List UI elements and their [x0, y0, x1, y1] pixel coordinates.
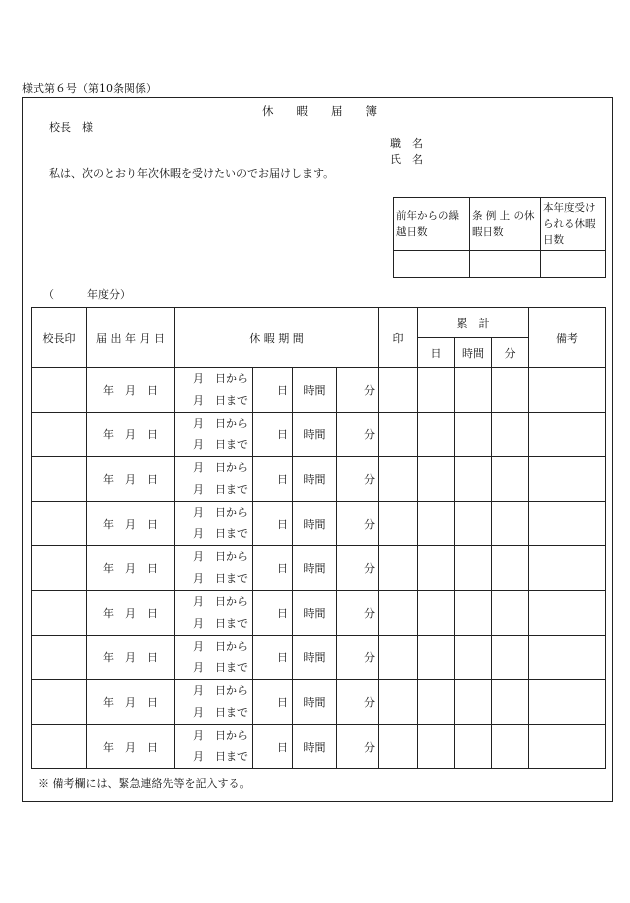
- period-range-cell[interactable]: [175, 680, 253, 725]
- day-text: 日: [277, 695, 288, 709]
- cumulative-day-cell[interactable]: [418, 590, 455, 635]
- seal-cell[interactable]: [379, 680, 418, 725]
- ordinance-days-value[interactable]: [470, 251, 541, 278]
- period-minutes-cell[interactable]: [337, 501, 379, 546]
- principal-seal-cell[interactable]: [32, 546, 87, 591]
- remarks-cell[interactable]: [529, 680, 606, 725]
- hour-text: 時間: [303, 695, 326, 709]
- cumulative-hours-cell[interactable]: [455, 368, 492, 413]
- receivable-days-header: 本年度受けられる休暇日数: [541, 198, 606, 251]
- leave-period-header: 休 暇 期 間: [175, 308, 379, 368]
- table-row: [32, 680, 606, 725]
- date-text: 年 月 日: [103, 517, 158, 531]
- cumulative-day-cell[interactable]: [418, 724, 455, 769]
- cumulative-minutes-cell[interactable]: [492, 635, 529, 680]
- cumulative-minutes-cell[interactable]: [492, 457, 529, 502]
- remarks-cell[interactable]: [529, 546, 606, 591]
- seal-header: 印: [379, 308, 418, 368]
- submit-date-cell[interactable]: [87, 412, 175, 457]
- cumulative-minutes-cell[interactable]: [492, 680, 529, 725]
- to-text: 月 日まで: [193, 750, 248, 764]
- remarks-cell[interactable]: [529, 501, 606, 546]
- day-text: 日: [277, 606, 288, 620]
- period-range-cell[interactable]: [175, 724, 253, 769]
- table-row: [32, 457, 606, 502]
- from-text: 月 日から: [193, 505, 248, 519]
- from-text: 月 日から: [193, 639, 248, 653]
- period-minutes-cell[interactable]: [337, 412, 379, 457]
- period-minutes-cell[interactable]: [337, 546, 379, 591]
- period-range-cell[interactable]: [175, 501, 253, 546]
- remarks-cell[interactable]: [529, 635, 606, 680]
- from-text: 月 日から: [193, 595, 248, 609]
- form-title: 休 暇 届 簿: [262, 104, 377, 118]
- table-row: [32, 590, 606, 635]
- period-days-cell[interactable]: [253, 412, 293, 457]
- day-text: 日: [277, 383, 288, 397]
- name-label: 氏 名: [390, 153, 423, 166]
- to-text: 月 日まで: [193, 571, 248, 585]
- cumulative-hours-cell[interactable]: [455, 590, 492, 635]
- period-range-cell[interactable]: [175, 412, 253, 457]
- to-text: 月 日まで: [193, 527, 248, 541]
- fiscal-year-label: （ 年度分）: [43, 288, 131, 301]
- principal-seal-header: 校長印: [32, 308, 87, 368]
- seal-cell[interactable]: [379, 724, 418, 769]
- period-hours-cell[interactable]: [293, 635, 337, 680]
- date-text: 年 月 日: [103, 740, 158, 754]
- day-text: 日: [277, 740, 288, 754]
- submit-date-cell[interactable]: [87, 368, 175, 413]
- minute-text: 分: [364, 651, 375, 665]
- hour-text: 時間: [303, 740, 326, 754]
- period-minutes-cell[interactable]: [337, 368, 379, 413]
- date-text: 年 月 日: [103, 428, 158, 442]
- period-days-cell[interactable]: [253, 724, 293, 769]
- cumulative-day-header: 日: [418, 338, 455, 368]
- day-text: 日: [277, 472, 288, 486]
- cumulative-day-cell[interactable]: [418, 680, 455, 725]
- carryover-header: 前年からの繰越日数: [394, 198, 470, 251]
- principal-seal-cell[interactable]: [32, 724, 87, 769]
- submit-date-cell[interactable]: [87, 724, 175, 769]
- remarks-header: 備考: [529, 308, 606, 368]
- principal-seal-cell[interactable]: [32, 457, 87, 502]
- hour-text: 時間: [303, 606, 326, 620]
- period-days-cell[interactable]: [253, 368, 293, 413]
- from-text: 月 日から: [193, 684, 248, 698]
- cumulative-hours-header: 時間: [455, 338, 492, 368]
- period-days-cell[interactable]: [253, 457, 293, 502]
- principal-seal-cell[interactable]: [32, 412, 87, 457]
- cumulative-header: 累 計: [418, 308, 529, 338]
- day-text: 日: [277, 651, 288, 665]
- carryover-table: [393, 197, 606, 278]
- to-text: 月 日まで: [193, 616, 248, 630]
- carryover-value[interactable]: [394, 251, 470, 278]
- to-text: 月 日まで: [193, 705, 248, 719]
- minute-text: 分: [364, 472, 375, 486]
- to-text: 月 日まで: [193, 661, 248, 675]
- cumulative-hours-cell[interactable]: [455, 457, 492, 502]
- seal-cell[interactable]: [379, 590, 418, 635]
- hour-text: 時間: [303, 651, 326, 665]
- minute-text: 分: [364, 383, 375, 397]
- period-minutes-cell[interactable]: [337, 635, 379, 680]
- cumulative-minutes-header: 分: [492, 338, 529, 368]
- date-text: 年 月 日: [103, 562, 158, 576]
- submit-date-cell[interactable]: [87, 501, 175, 546]
- table-row: [32, 724, 606, 769]
- seal-cell[interactable]: [379, 368, 418, 413]
- principal-seal-cell[interactable]: [32, 368, 87, 413]
- hour-text: 時間: [303, 472, 326, 486]
- period-hours-cell[interactable]: [293, 457, 337, 502]
- cumulative-day-cell[interactable]: [418, 546, 455, 591]
- period-hours-cell[interactable]: [293, 501, 337, 546]
- principal-seal-cell[interactable]: [32, 635, 87, 680]
- hour-text: 時間: [303, 428, 326, 442]
- date-text: 年 月 日: [103, 472, 158, 486]
- period-hours-cell[interactable]: [293, 724, 337, 769]
- cumulative-minutes-cell[interactable]: [492, 412, 529, 457]
- from-text: 月 日から: [193, 416, 248, 430]
- period-minutes-cell[interactable]: [337, 680, 379, 725]
- remarks-cell[interactable]: [529, 590, 606, 635]
- cumulative-hours-cell[interactable]: [455, 501, 492, 546]
- submit-date-header: 届 出 年 月 日: [87, 308, 175, 368]
- period-hours-cell[interactable]: [293, 546, 337, 591]
- cumulative-day-cell[interactable]: [418, 412, 455, 457]
- footnote: ※ 備考欄には、緊急連絡先等を記入する。: [38, 777, 251, 790]
- submit-date-cell[interactable]: [87, 546, 175, 591]
- to-text: 月 日まで: [193, 438, 248, 452]
- remarks-cell[interactable]: [529, 412, 606, 457]
- cumulative-day-cell[interactable]: [418, 457, 455, 502]
- submit-date-cell[interactable]: [87, 635, 175, 680]
- remarks-cell[interactable]: [529, 724, 606, 769]
- form-number: 様式第６号（第10条関係）: [22, 82, 157, 95]
- leave-rows: [32, 368, 606, 769]
- position-label: 職 名: [390, 137, 423, 150]
- remarks-cell[interactable]: [529, 368, 606, 413]
- to-text: 月 日まで: [193, 393, 248, 407]
- day-text: 日: [277, 428, 288, 442]
- from-text: 月 日から: [193, 372, 248, 386]
- cumulative-day-cell[interactable]: [418, 501, 455, 546]
- period-days-cell[interactable]: [253, 546, 293, 591]
- table-row: [32, 546, 606, 591]
- hour-text: 時間: [303, 383, 326, 397]
- seal-cell[interactable]: [379, 546, 418, 591]
- principal-seal-cell[interactable]: [32, 501, 87, 546]
- table-row: [32, 501, 606, 546]
- minute-text: 分: [364, 606, 375, 620]
- period-days-cell[interactable]: [253, 501, 293, 546]
- seal-cell[interactable]: [379, 412, 418, 457]
- to-text: 月 日まで: [193, 482, 248, 496]
- cumulative-minutes-cell[interactable]: [492, 501, 529, 546]
- submit-date-cell[interactable]: [87, 680, 175, 725]
- minute-text: 分: [364, 695, 375, 709]
- receivable-days-value[interactable]: [541, 251, 606, 278]
- period-range-cell[interactable]: [175, 546, 253, 591]
- period-minutes-cell[interactable]: [337, 590, 379, 635]
- cumulative-minutes-cell[interactable]: [492, 724, 529, 769]
- cumulative-minutes-cell[interactable]: [492, 368, 529, 413]
- period-hours-cell[interactable]: [293, 680, 337, 725]
- period-range-cell[interactable]: [175, 635, 253, 680]
- period-hours-cell[interactable]: [293, 368, 337, 413]
- day-text: 日: [277, 517, 288, 531]
- submit-date-cell[interactable]: [87, 590, 175, 635]
- period-days-cell[interactable]: [253, 590, 293, 635]
- period-range-cell[interactable]: [175, 457, 253, 502]
- table-row: [32, 635, 606, 680]
- from-text: 月 日から: [193, 461, 248, 475]
- period-minutes-cell[interactable]: [337, 457, 379, 502]
- date-text: 年 月 日: [103, 606, 158, 620]
- period-range-cell[interactable]: [175, 368, 253, 413]
- cumulative-day-cell[interactable]: [418, 368, 455, 413]
- principal-seal-cell[interactable]: [32, 590, 87, 635]
- cumulative-hours-cell[interactable]: [455, 546, 492, 591]
- cumulative-minutes-cell[interactable]: [492, 590, 529, 635]
- statement: 私は、次のとおり年次休暇を受けたいのでお届けします。: [49, 167, 335, 180]
- cumulative-minutes-cell[interactable]: [492, 546, 529, 591]
- date-text: 年 月 日: [103, 651, 158, 665]
- day-text: 日: [277, 562, 288, 576]
- period-days-cell[interactable]: [253, 635, 293, 680]
- table-row: [32, 368, 606, 413]
- ordinance-days-header: 条 例 上 の休暇日数: [470, 198, 541, 251]
- hour-text: 時間: [303, 562, 326, 576]
- leave-table: [31, 307, 606, 769]
- period-hours-cell[interactable]: [293, 590, 337, 635]
- period-range-cell[interactable]: [175, 590, 253, 635]
- cumulative-hours-cell[interactable]: [455, 412, 492, 457]
- date-text: 年 月 日: [103, 695, 158, 709]
- hour-text: 時間: [303, 517, 326, 531]
- from-text: 月 日から: [193, 728, 248, 742]
- minute-text: 分: [364, 517, 375, 531]
- principal-seal-cell[interactable]: [32, 680, 87, 725]
- cumulative-hours-cell[interactable]: [455, 680, 492, 725]
- minute-text: 分: [364, 740, 375, 754]
- period-minutes-cell[interactable]: [337, 724, 379, 769]
- minute-text: 分: [364, 562, 375, 576]
- minute-text: 分: [364, 428, 375, 442]
- seal-cell[interactable]: [379, 501, 418, 546]
- submit-date-cell[interactable]: [87, 457, 175, 502]
- seal-cell[interactable]: [379, 457, 418, 502]
- period-days-cell[interactable]: [253, 680, 293, 725]
- date-text: 年 月 日: [103, 383, 158, 397]
- from-text: 月 日から: [193, 550, 248, 564]
- addressee: 校長 様: [49, 121, 93, 134]
- period-hours-cell[interactable]: [293, 412, 337, 457]
- cumulative-day-cell[interactable]: [418, 635, 455, 680]
- cumulative-hours-cell[interactable]: [455, 724, 492, 769]
- table-row: [32, 412, 606, 457]
- cumulative-hours-cell[interactable]: [455, 635, 492, 680]
- remarks-cell[interactable]: [529, 457, 606, 502]
- seal-cell[interactable]: [379, 635, 418, 680]
